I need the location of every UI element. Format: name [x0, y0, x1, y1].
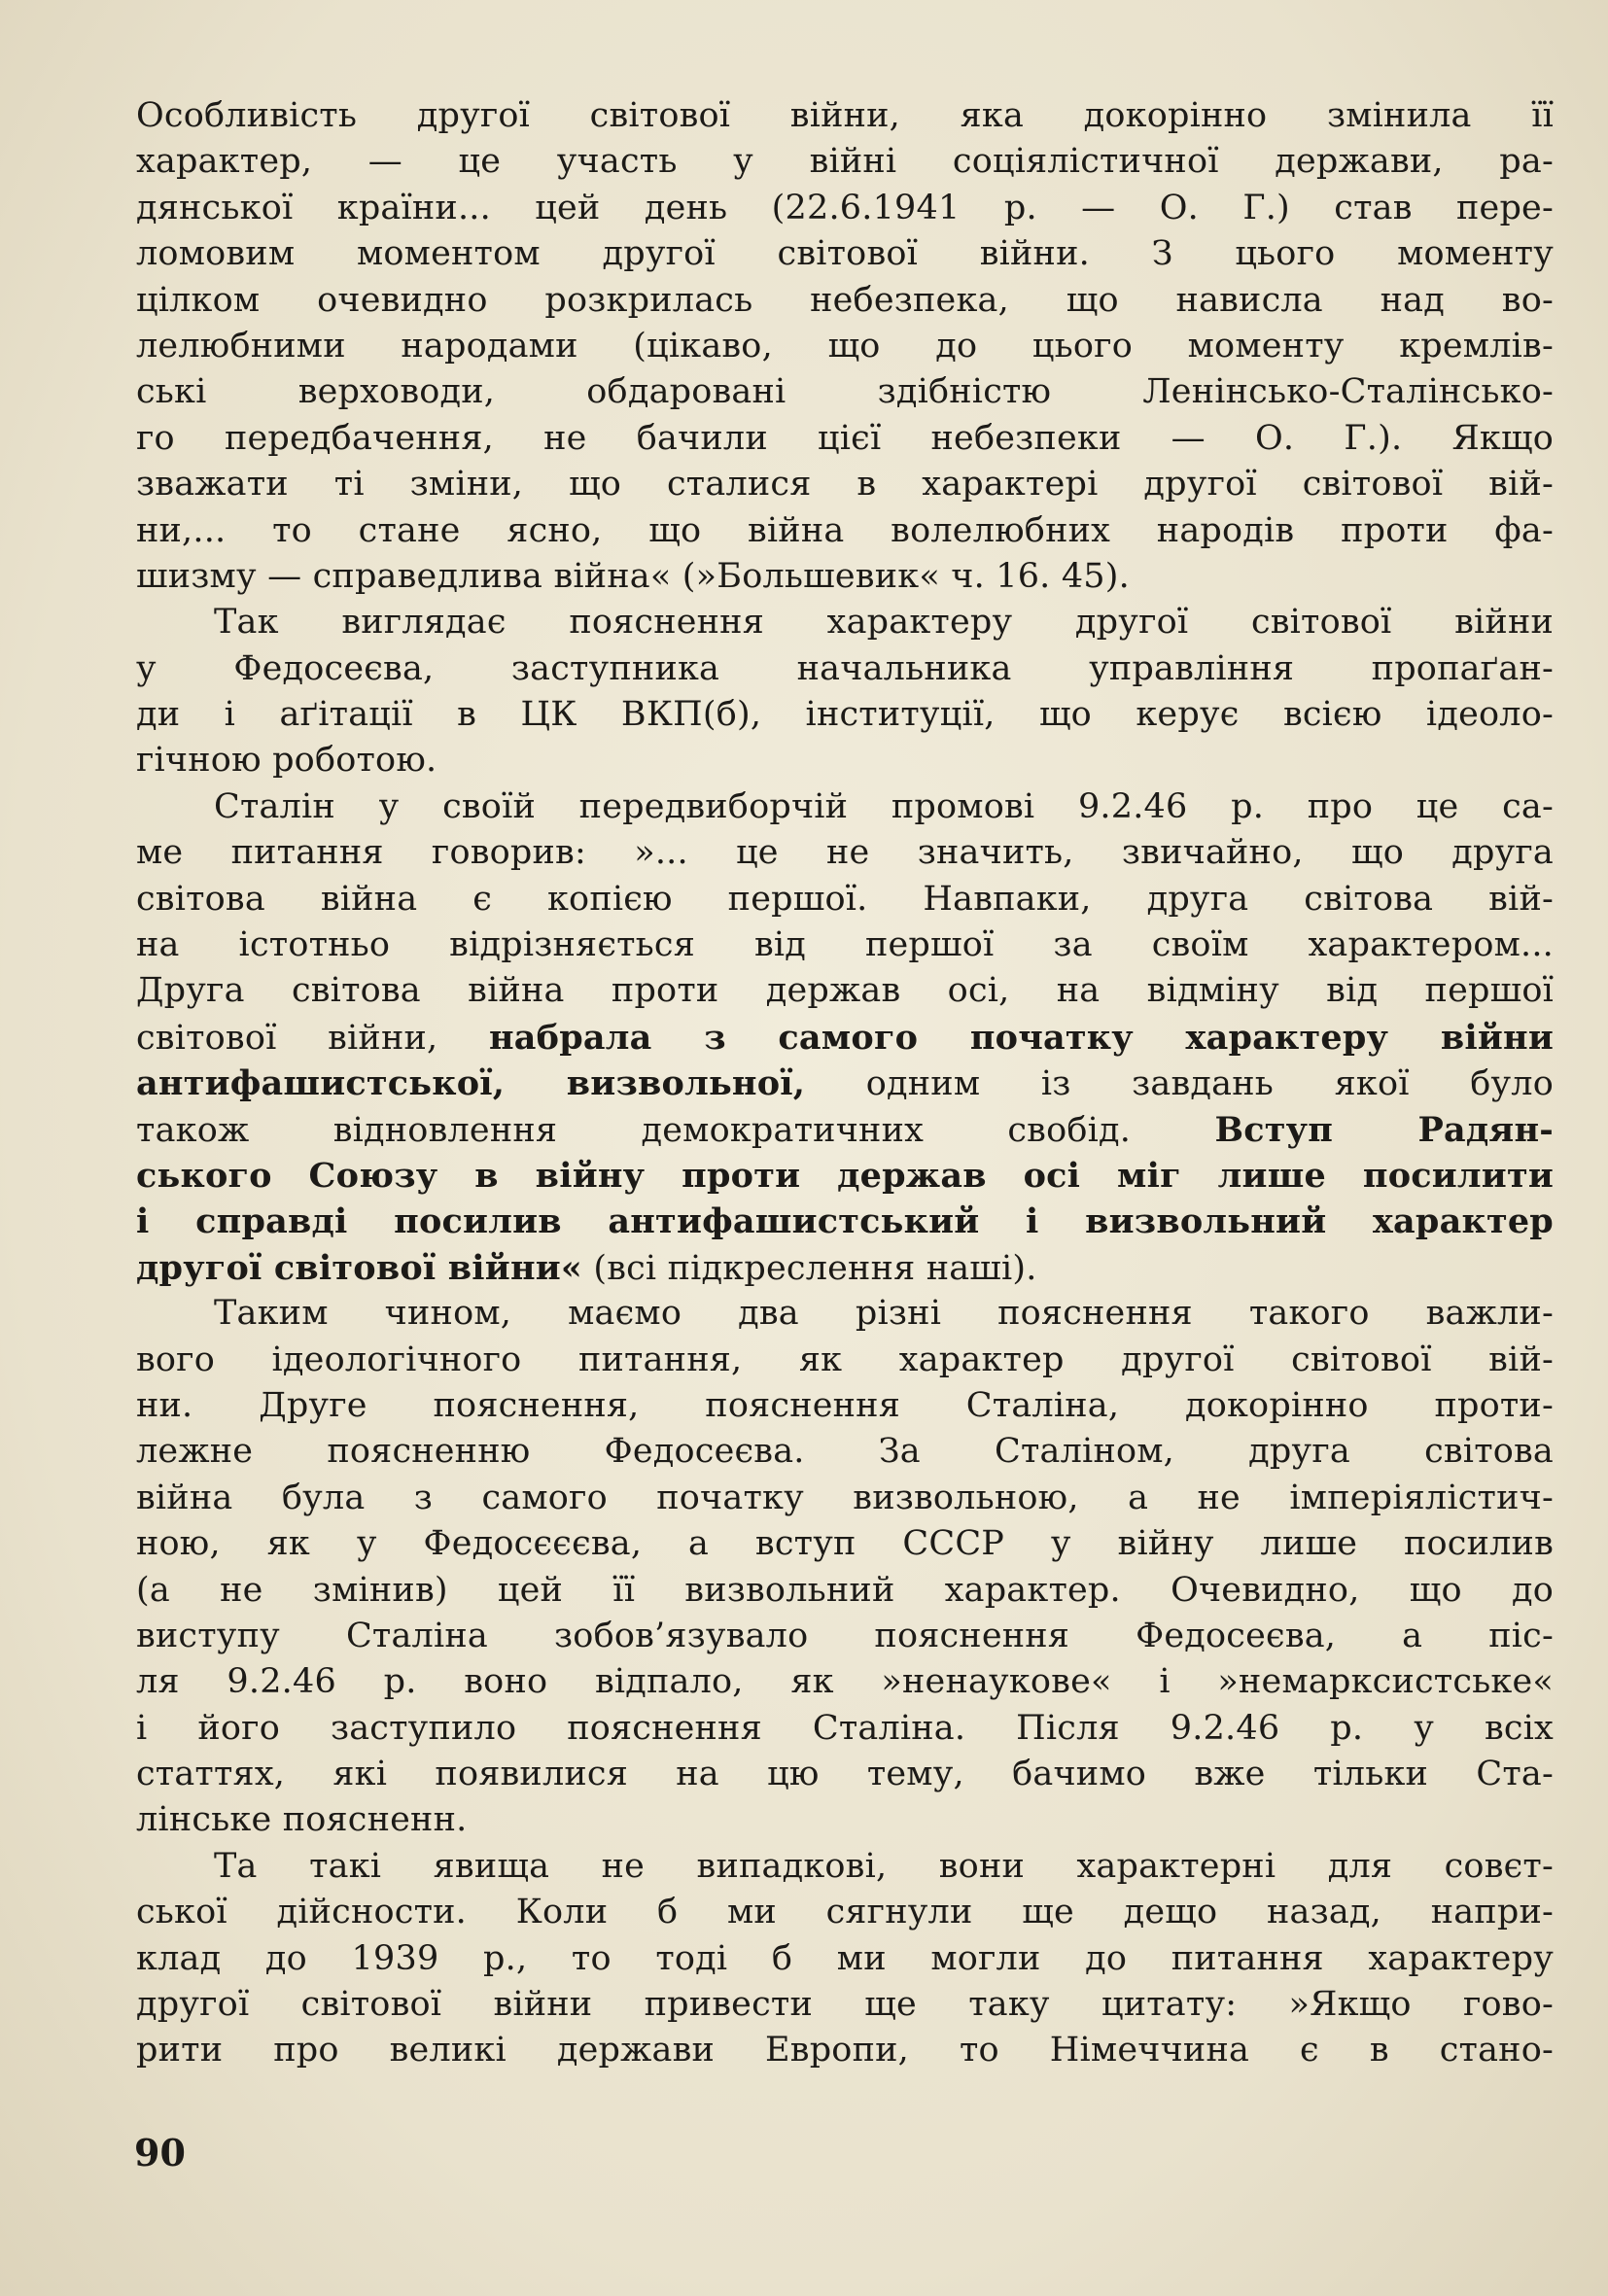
text-line: [136, 922, 1554, 968]
text-line: [136, 462, 1554, 507]
text-line: [136, 1015, 1554, 1061]
text-line: [136, 508, 1554, 554]
bold-text-segment: Вступ Радян-: [1214, 1109, 1554, 1150]
text-line: [136, 1107, 1554, 1153]
text-segment: зважати ті зміни, що сталися в характері другої світової вій-: [136, 465, 1554, 504]
text-line: [136, 278, 1554, 324]
text-segment: ною, як у Федосєєєва, а вступ СССР у війну лише посилив: [136, 1524, 1554, 1564]
text-segment: ля 9.2.46 р. воно відпало, як »ненаукове« і »немарксистське«: [136, 1662, 1554, 1702]
text-line: [136, 1061, 1554, 1106]
text-line: [136, 554, 1554, 600]
text-segment: одним із завдань якої було: [805, 1064, 1554, 1104]
text-line: [136, 1659, 1554, 1705]
text-line: [136, 2028, 1554, 2073]
text-segment: ни. Друге пояснення, пояснення Сталіна, докорінно проти-: [136, 1385, 1554, 1425]
text-segment: ди і аґітації в ЦК ВКП(б), інституції, що керує всією ідеоло-: [136, 695, 1554, 735]
text-line: [136, 646, 1554, 692]
text-line: [136, 1521, 1554, 1567]
text-line: [136, 1476, 1554, 1521]
text-line: [136, 738, 1554, 783]
text-line: [136, 1752, 1554, 1797]
text-line: [136, 1429, 1554, 1475]
text-segment: Та такі явища не випадкові, вони характерні для совєт-: [214, 1846, 1554, 1886]
text-segment: і його заступило пояснення Сталіна. Після 9.2.46 р. у всіх: [136, 1708, 1554, 1748]
text-segment: ломовим моментом другої світової війни. З цього моменту: [136, 234, 1554, 274]
text-segment: лінське поясненн.: [136, 1800, 468, 1840]
text-line: [136, 93, 1554, 139]
text-segment: вого ідеологічного питання, як характер другої світової вій-: [136, 1339, 1554, 1379]
text-line: [136, 416, 1554, 462]
bold-text-segment: і справді посилив антифашистський і визвольний характер: [136, 1201, 1554, 1242]
text-segment: (а не змінив) цей її визвольний характер. Очевидно, що до: [136, 1570, 1554, 1610]
text-segment: Таким чином, маємо два різні пояснення такого важли-: [214, 1294, 1554, 1334]
text-segment: (всі підкреслення наші).: [582, 1248, 1037, 1288]
text-segment: ські верховоди, обдаровані здібністю Ленінсько-Сталінсько-: [136, 372, 1554, 412]
text-line: [136, 324, 1554, 369]
text-line: [136, 1844, 1554, 1890]
text-segment: світова війна є копією першої. Навпаки, друга світова вій-: [136, 879, 1554, 919]
text-line: [136, 692, 1554, 738]
text-line: [136, 830, 1554, 876]
text-line: [136, 1982, 1554, 2028]
text-segment: клад до 1939 р., то тоді б ми могли до питання характеру: [136, 1938, 1554, 1978]
text-line: [136, 186, 1554, 231]
text-segment: світової війни,: [136, 1018, 489, 1058]
text-line: [136, 1614, 1554, 1659]
text-line: [136, 600, 1554, 645]
text-line: [136, 369, 1554, 415]
text-line: [136, 139, 1554, 185]
bold-text-segment: другої світової війни«: [136, 1247, 583, 1288]
text-segment: ської дійсности. Коли б ми сягнули ще дещо назад, напри-: [136, 1893, 1554, 1932]
text-line: [136, 1153, 1554, 1199]
bold-text-segment: антифашистської, визвольної,: [136, 1063, 806, 1104]
text-line: [136, 1245, 1554, 1291]
text-line: [136, 1291, 1554, 1337]
text-segment: виступу Сталіна зобов’язувало пояснення Федосеєва, а піс-: [136, 1616, 1554, 1655]
text-segment: Сталін у своїй передвиборчій промові 9.2.46 р. про це са-: [214, 786, 1554, 826]
text-line: [136, 1199, 1554, 1244]
text-line: [136, 1383, 1554, 1429]
text-segment: війна була з самого початку визвольною, а не імперіялістич-: [136, 1478, 1554, 1517]
text-line: [136, 1797, 1554, 1843]
text-line: [136, 1936, 1554, 1982]
text-segment: цілком очевидно розкрилась небезпека, що нависла над во-: [136, 280, 1554, 320]
text-segment: у Федосеєва, заступника начальника управління пропаґан-: [136, 648, 1554, 688]
text-line: [136, 1706, 1554, 1752]
text-segment: також відновлення демократичних свобід.: [136, 1110, 1215, 1150]
text-segment: на істотньо відрізняється від першої за своїм характером...: [136, 925, 1554, 965]
text-segment: другої світової війни привести ще таку цитату: »Якщо гово-: [136, 1985, 1554, 2025]
page-number: 90: [134, 2131, 186, 2174]
text-segment: лелюбними народами (цікаво, що до цього моменту кремлів-: [136, 326, 1554, 365]
text-segment: характер, — це участь у війні соціялістичної держави, ра-: [136, 142, 1554, 182]
text-segment: Так виглядає пояснення характеру другої світової війни: [214, 603, 1554, 643]
text-segment: ни,... то стане ясно, що війна волелюбних народів проти фа-: [136, 510, 1554, 550]
text-line: [136, 877, 1554, 922]
text-segment: Особливість другої світової війни, яка докорінно змінила її: [136, 96, 1554, 135]
text-line: [136, 1338, 1554, 1383]
bold-text-segment: ського Союзу в війну проти держав осі міг лише посилити: [136, 1155, 1554, 1196]
text-line: [136, 784, 1554, 830]
text-segment: ме питання говорив: »... це не значить, звичайно, що друга: [136, 833, 1554, 873]
text-segment: лежне поясненню Федосеєва. За Сталіном, друга світова: [136, 1432, 1554, 1472]
text-line: [136, 968, 1554, 1014]
text-segment: го передбачення, не бачили цієї небезпеки — О. Г.). Якщо: [136, 418, 1554, 458]
text-line: [136, 1890, 1554, 1935]
text-segment: Друга світова війна проти держав осі, на відміну від першої: [136, 971, 1554, 1011]
text-segment: шизму — справедлива війна« (»Большевик« ч. 16. 45).: [136, 556, 1130, 596]
bold-text-segment: набрала з самого початку характеру війни: [488, 1017, 1554, 1058]
text-segment: дянської країни... цей день (22.6.1941 р. — О. Г.) став пере-: [136, 188, 1554, 227]
text-segment: гічною роботою.: [136, 741, 437, 781]
text-line: [136, 231, 1554, 277]
text-segment: рити про великі держави Европи, то Німеччина є в стано-: [136, 2031, 1554, 2070]
text-line: [136, 1568, 1554, 1614]
body-text: [136, 93, 1554, 2074]
text-segment: статтях, які появилися на цю тему, бачимо вже тільки Ста-: [136, 1755, 1554, 1794]
